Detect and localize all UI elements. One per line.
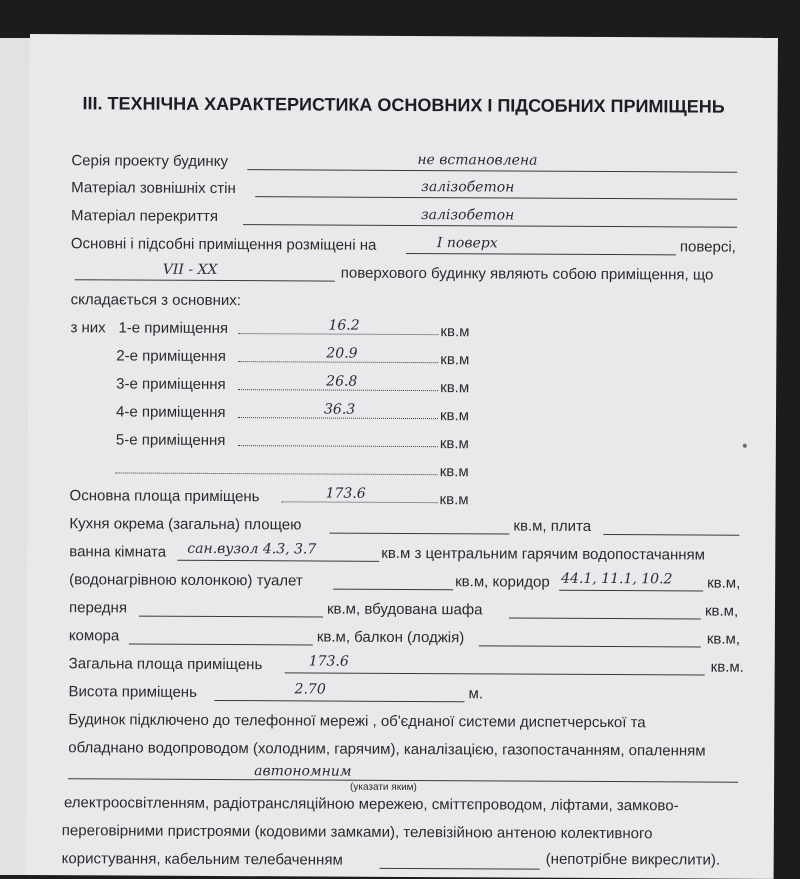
hall-underline: [139, 616, 323, 618]
wardrobe-underline: [509, 618, 701, 620]
room-4-label: 4-е приміщення: [115, 403, 226, 422]
room-3-label: 3-е приміщення: [116, 375, 226, 394]
electric-text: електроосвітленням, радіотрансляційною мережею, сміттєпроводом, ліфтами, замково-: [63, 794, 679, 815]
room-2-value: 20.9: [326, 345, 358, 362]
series-value: не встановлена: [417, 152, 538, 169]
corridor-unit: кв.м,: [707, 574, 741, 592]
storeys-value: VII - XX: [162, 261, 218, 278]
section-title-text: ІІІ. ТЕХНІЧНА ХАРАКТЕРИСТИКА ОСНОВНИХ І ПІДСОБНИХ ПРИМІЩЕНЬ: [82, 93, 725, 117]
toilet-label: (водонагрівною колонкою) туалет: [69, 571, 303, 590]
room-4-unit: кв.м: [439, 407, 470, 425]
phone-text: Будинок підключено до телефонної мережі , об'єднаної системи диспетчерської та: [68, 711, 646, 732]
walls-value: залізобетон: [421, 179, 515, 196]
main-area-label: Основна площа приміщень: [69, 487, 260, 506]
floors-underline: [243, 224, 737, 228]
kitchen-unit: кв.м, плита: [513, 517, 592, 535]
cable-text: користування, кабельним телебаченням: [61, 850, 343, 869]
storage-unit: кв.м, балкон (лоджія): [316, 628, 465, 647]
height-underline: [215, 700, 465, 702]
total-underline: [285, 672, 705, 675]
toilet-underline: [333, 589, 453, 591]
height-label: Висота приміщень: [68, 683, 197, 701]
room-6-unit: кв.м: [439, 463, 469, 481]
room-2-label: 2-е приміщення: [116, 347, 226, 366]
room-5-unit: кв.м: [439, 435, 469, 453]
stove-underline: [603, 534, 739, 536]
floors-label: Матеріал перекриття: [71, 207, 219, 225]
located-underline: [406, 253, 676, 255]
storeys-text: поверхового будинку являють собою приміщення, що: [340, 264, 714, 284]
main-area-unit: кв.м: [439, 491, 469, 509]
room-6-dots: [116, 472, 438, 475]
section-title: [30, 92, 778, 118]
total-unit: кв.м.: [710, 658, 744, 676]
bath-label: ванна кімната: [69, 543, 167, 561]
equip-text: обладнано водопроводом (холодним, гарячим), каналізацією, газопостачанням, опаленням: [68, 739, 706, 760]
margin-mark: [743, 444, 747, 448]
hall-unit: кв.м, вбудована шафа: [326, 600, 483, 619]
cable-underline: [380, 868, 540, 870]
room-1-label: 1-е приміщення: [118, 319, 229, 338]
series-label: Серія проекту будинку: [71, 152, 229, 171]
of-them-label: з них: [70, 319, 106, 337]
room-5-label: 5-е приміщення: [115, 431, 226, 450]
main-area-value: 173.6: [325, 485, 366, 502]
consists-text: складається з основних:: [70, 291, 242, 310]
room-1-value: 16.2: [328, 317, 360, 334]
room-1-unit: кв.м: [440, 323, 470, 341]
bath-value: сан.вузол 4.3, 3.7: [187, 540, 317, 558]
corridor-value: 44.1, 11.1, 10.2: [561, 570, 673, 588]
balcony-underline: [479, 645, 701, 647]
height-unit: м.: [468, 685, 484, 703]
bath-underline: [177, 560, 379, 562]
balcony-unit: кв.м,: [706, 630, 741, 648]
total-value: 173.6: [308, 653, 349, 670]
toilet-unit: кв.м, коридор: [455, 573, 550, 591]
storage-label: комора: [68, 627, 120, 645]
storeys-underline: [75, 279, 335, 281]
located-value: I поверх: [436, 235, 498, 252]
corridor-underline: [559, 590, 703, 592]
total-label: Загальна площа приміщень: [68, 655, 263, 674]
kitchen-underline: [329, 533, 509, 535]
series-underline: [247, 169, 737, 173]
located-suffix: поверсі,: [679, 238, 736, 256]
specify-note: (указати яким): [350, 781, 417, 794]
located-label: Основні і підсобні приміщення розміщені на: [70, 235, 377, 254]
room-3-unit: кв.м: [440, 379, 470, 397]
hall-label: передня: [68, 599, 128, 617]
strike-note: (непотрібне викреслити).: [545, 850, 721, 869]
wardrobe-unit: кв.м,: [704, 602, 739, 620]
floors-value: залізобетон: [421, 207, 515, 224]
document-page: [26, 34, 778, 879]
kitchen-label: Кухня окрема (загальна) площею: [69, 515, 302, 534]
walls-label: Матеріал зовнішніх стін: [71, 179, 236, 198]
walls-underline: [255, 196, 737, 200]
height-value: 2.70: [294, 681, 326, 698]
room-5-dots: [238, 445, 438, 447]
room-2-unit: кв.м: [440, 351, 470, 369]
storage-underline: [129, 644, 313, 646]
heating-value: автономним: [254, 763, 352, 780]
bath-text: кв.м з центральним гарячим водопостачанням: [381, 544, 706, 564]
room-3-value: 26.8: [326, 373, 358, 390]
room-4-value: 36.3: [323, 401, 356, 418]
intercom-text: переговірними пристроями (кодовими замками), телевізійною антеною колективного: [61, 822, 653, 843]
